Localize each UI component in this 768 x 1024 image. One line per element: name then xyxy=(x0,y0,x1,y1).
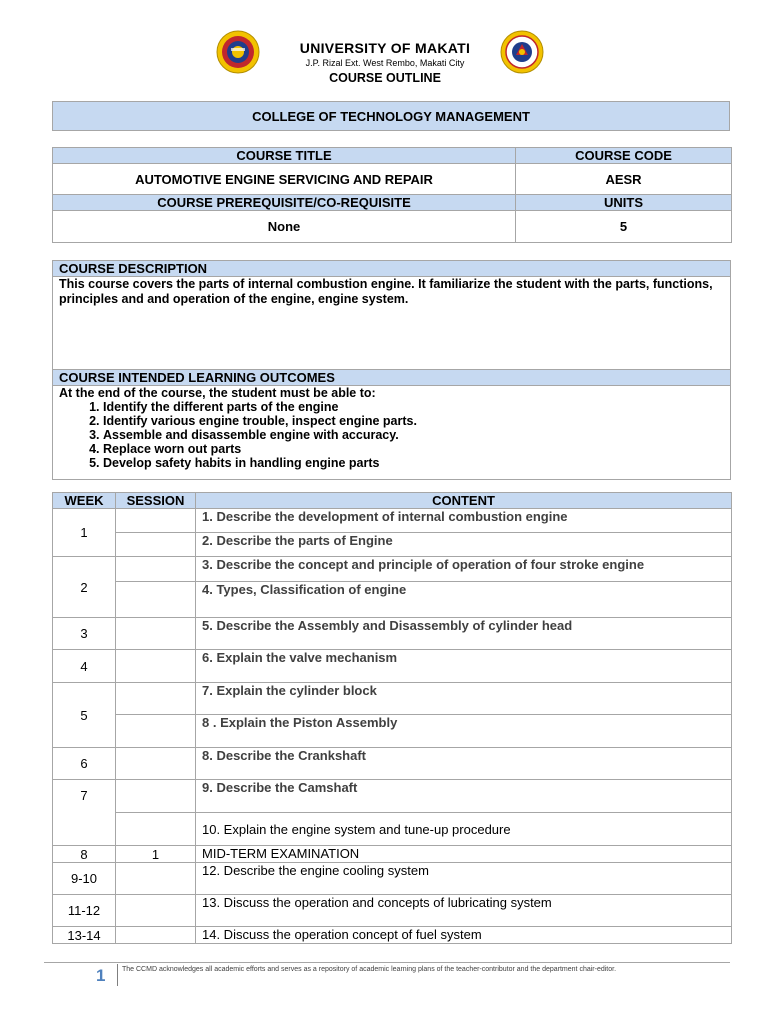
units-label: UNITS xyxy=(516,195,732,211)
content-cell: 3. Describe the concept and principle of operation of four stroke engine xyxy=(196,557,732,582)
session-cell xyxy=(116,927,196,944)
week-cell: 13-14 xyxy=(53,927,116,944)
content-cell: 14. Discuss the operation concept of fuel system xyxy=(196,927,732,944)
content-cell: 5. Describe the Assembly and Disassembly of cylinder head xyxy=(196,618,732,650)
session-cell xyxy=(116,748,196,780)
week-cell: 2 xyxy=(53,557,116,618)
week-cell: 4 xyxy=(53,650,116,683)
content-cell: 12. Describe the engine cooling system xyxy=(196,863,732,895)
learning-outcome-item: 2. Identify various engine trouble, inspect engine parts. xyxy=(103,414,724,428)
content-cell: 8. Describe the Crankshaft xyxy=(196,748,732,780)
session-cell xyxy=(116,509,196,533)
content-cell: 7. Explain the cylinder block xyxy=(196,683,732,715)
content-cell: MID-TERM EXAMINATION xyxy=(196,846,732,863)
content-cell: 9. Describe the Camshaft xyxy=(196,780,732,813)
session-cell xyxy=(116,650,196,683)
footer-divider xyxy=(44,962,730,963)
document-title: COURSE OUTLINE xyxy=(329,71,441,85)
content-cell: 2. Describe the parts of Engine xyxy=(196,533,732,557)
college-name: COLLEGE OF TECHNOLOGY MANAGEMENT xyxy=(52,101,730,131)
content-cell: 1. Describe the development of internal combustion engine xyxy=(196,509,732,533)
course-title: AUTOMOTIVE ENGINE SERVICING AND REPAIR xyxy=(53,164,516,195)
session-cell xyxy=(116,618,196,650)
course-code-label: COURSE CODE xyxy=(516,148,732,164)
week-cell: 9-10 xyxy=(53,863,116,895)
weekly-schedule-table xyxy=(52,492,732,944)
week-cell: 5 xyxy=(53,683,116,748)
session-cell xyxy=(116,557,196,582)
week-cell: 8 xyxy=(53,846,116,863)
learning-outcome-item: 4. Replace worn out parts xyxy=(103,442,724,456)
learning-outcomes-intro: At the end of the course, the student must be able to: xyxy=(59,386,376,400)
session-header: SESSION xyxy=(116,493,196,509)
week-cell: 3 xyxy=(53,618,116,650)
session-cell: 1 xyxy=(116,846,196,863)
week-cell: 11-12 xyxy=(53,895,116,927)
session-cell xyxy=(116,863,196,895)
units-value: 5 xyxy=(516,211,732,243)
week-cell: 7 xyxy=(53,780,116,846)
learning-outcome-item: 5. Develop safety habits in handling engine parts xyxy=(103,456,724,470)
content-cell: 6. Explain the valve mechanism xyxy=(196,650,732,683)
university-address: J.P. Rizal Ext. West Rembo, Makati City xyxy=(305,58,465,68)
learning-outcome-item: 1. Identify the different parts of the engine xyxy=(103,400,724,414)
week-header: WEEK xyxy=(53,493,116,509)
session-cell xyxy=(116,895,196,927)
learning-outcomes-label: COURSE INTENDED LEARNING OUTCOMES xyxy=(53,370,731,386)
session-cell xyxy=(116,715,196,748)
course-description-table xyxy=(52,260,731,480)
content-header: CONTENT xyxy=(196,493,732,509)
footer-note: The CCMD acknowledges all academic efforts and serves as a repository of academic learning plans of the teacher-contributor and the department chair-editor. xyxy=(122,966,617,973)
university-name: UNIVERSITY OF MAKATI xyxy=(299,40,471,56)
session-cell xyxy=(116,813,196,846)
course-description-text: This course covers the parts of internal combustion engine. It familiarize the student with the parts, functions, principles and and operation of the engine, engine system. xyxy=(59,277,713,306)
prerequisite-label: COURSE PREREQUISITE/CO-REQUISITE xyxy=(53,195,516,211)
session-cell xyxy=(116,683,196,715)
content-cell: 8 . Explain the Piston Assembly xyxy=(196,715,732,748)
course-code: AESR xyxy=(516,164,732,195)
course-title-label: COURSE TITLE xyxy=(53,148,516,164)
content-cell: 13. Discuss the operation and concepts of lubricating system xyxy=(196,895,732,927)
footer-separator xyxy=(117,964,118,986)
session-cell xyxy=(116,780,196,813)
page-number: 1 xyxy=(96,966,106,985)
course-info-table xyxy=(52,147,732,243)
content-cell: 4. Types, Classification of engine xyxy=(196,582,732,618)
learning-outcomes-list xyxy=(59,400,724,470)
course-description-label: COURSE DESCRIPTION xyxy=(53,261,731,277)
session-cell xyxy=(116,582,196,618)
week-cell: 1 xyxy=(53,509,116,557)
content-cell: 10. Explain the engine system and tune-up procedure xyxy=(196,813,732,846)
prerequisite-value: None xyxy=(53,211,516,243)
week-cell: 6 xyxy=(53,748,116,780)
session-cell xyxy=(116,533,196,557)
learning-outcome-item: 3. Assemble and disassemble engine with accuracy. xyxy=(103,428,724,442)
college-seal-icon xyxy=(500,30,544,74)
document-header xyxy=(0,28,768,88)
